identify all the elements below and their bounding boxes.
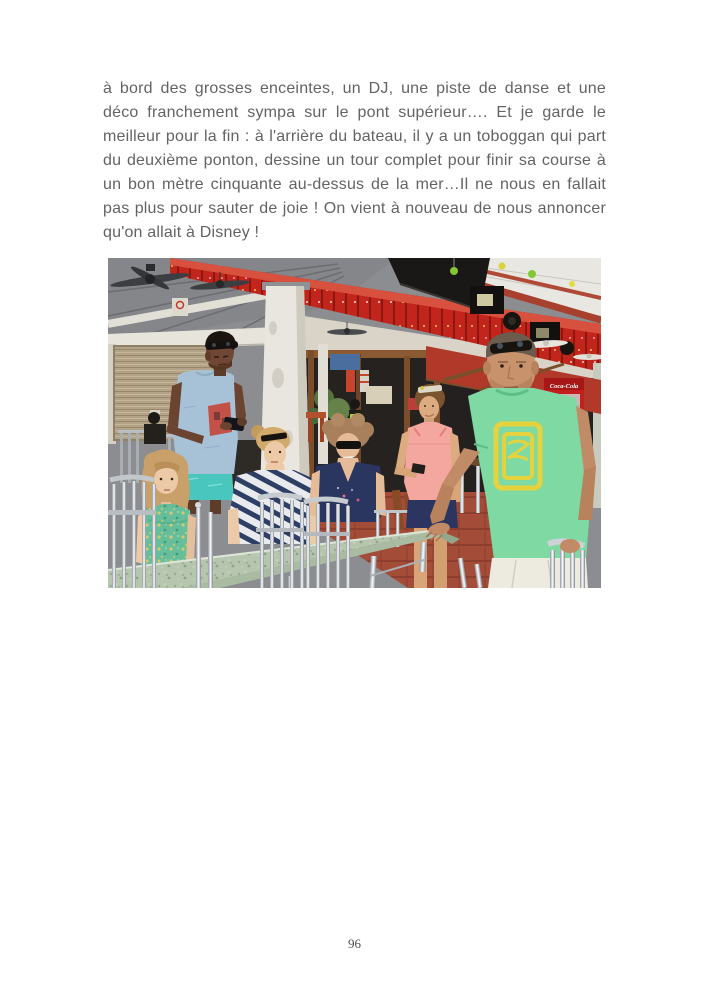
paragraph-line: déco franchement sympa sur le pont supérieur…. Et je garde le [103,104,606,121]
body-paragraph [103,77,606,245]
paragraph-line: pas plus pour sauter de joie ! On vient à nouveau de nous annoncer [103,200,606,217]
coca-cola-logo: Coca-Cola [549,383,579,390]
photo [108,258,601,588]
paragraph-line: meilleur pour la fin : à l'arrière du bateau, il y a un toboggan qui part [103,128,606,145]
paragraph-line: du deuxième ponton, dessine un tour complet pour finir sa course à [103,152,606,169]
paragraph-line: un bon mètre cinquante au-dessus de la mer…Il ne nous en fallait [103,176,606,193]
page-number: 96 [348,936,361,951]
paragraph-line: qu'on allait à Disney ! [103,224,260,241]
paragraph-line: à bord des grosses enceintes, un DJ, une piste de danse et une [103,80,606,97]
